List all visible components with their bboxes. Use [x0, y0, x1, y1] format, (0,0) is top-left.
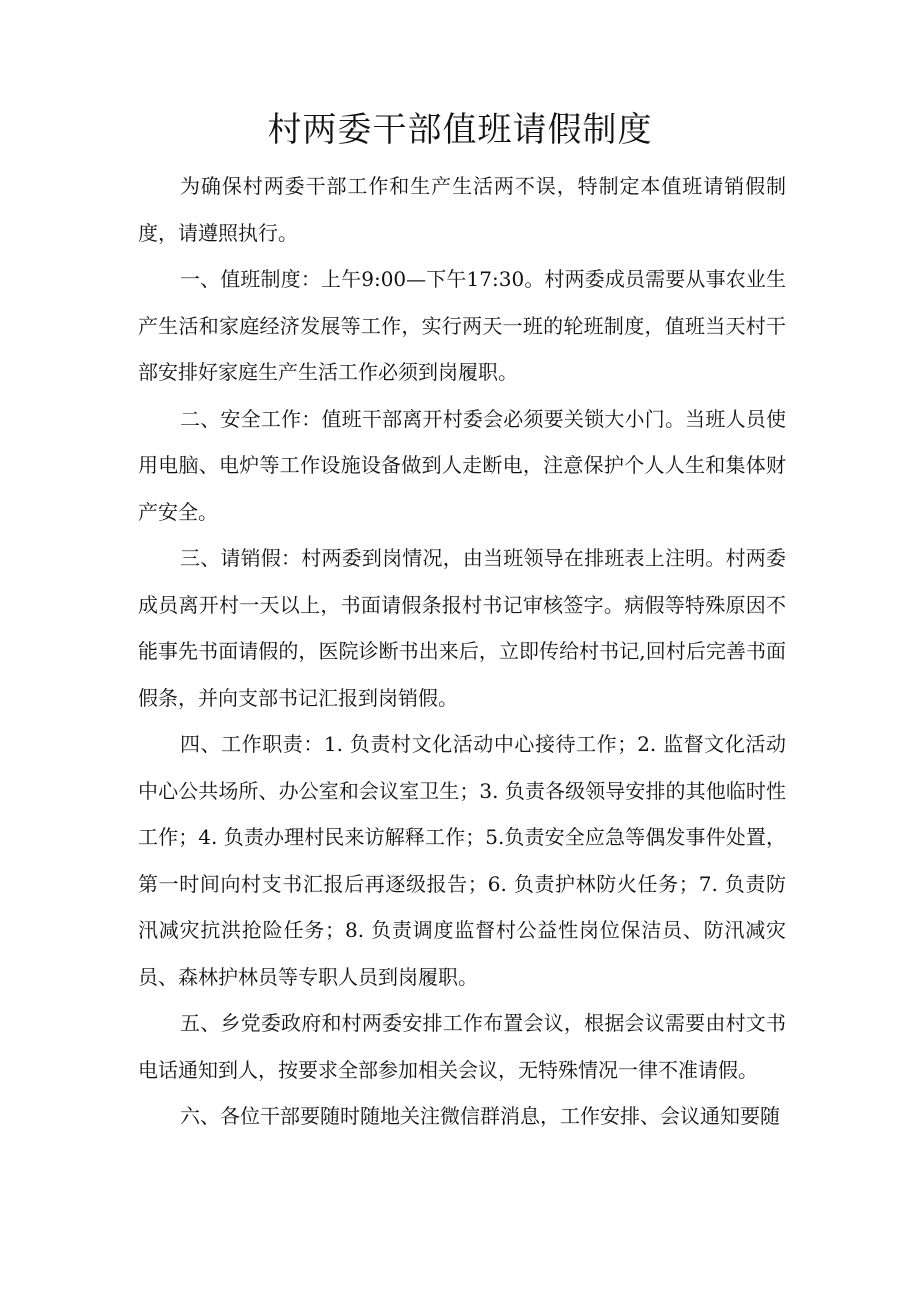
meetings-paragraph: 五、乡党委政府和村两委安排工作布置会议，根据会议需要由村文书电话通知到人，按要求全部参加相关会议，无特殊情况一律不准请假。	[138, 1011, 786, 1082]
intro-paragraph: 为确保村两委干部工作和生产生活两不误，特制定本值班请销假制度，请遵照执行。	[138, 174, 786, 245]
duty-schedule-paragraph: 一、值班制度：上午9:00—下午17:30。村两委成员需要从事农业生产生活和家庭经济发展等工作，实行两天一班的轮班制度，值班当天村干部安排好家庭生产生活工作必须到岗履职。	[138, 267, 786, 384]
document-body	[138, 163, 786, 1140]
leave-paragraph: 三、请销假：村两委到岗情况，由当班领导在排班表上注明。村两委成员离开村一天以上，书面请假条报村书记审核签字。病假等特殊原因不能事先书面请假的，医院诊断书出来后，立即传给村书记,回村后完善书面假条，并向支部书记汇报到岗销假。	[138, 546, 786, 710]
responsibilities-paragraph: 四、工作职责：1. 负责村文化活动中心接待工作；2. 监督文化活动中心公共场所、办公室和会议室卫生；3. 负责各级领导安排的其他临时性工作；4. 负责办理村民来访解释工作；5.负责安全应急等偶发事件处置，第一时间向村支书汇报后再逐级报告；6. 负责护林防火任务；7. 负责防汛减灾抗洪抢险任务；8. 负责调度监督村公益性岗位保洁员、防汛减灾员、森林护林员等专职人员到岗履职。	[138, 732, 786, 989]
safety-paragraph: 二、安全工作：值班干部离开村委会必须要关锁大小门。当班人员使用电脑、电炉等工作设施设备做到人走断电，注意保护个人人生和集体财产安全。	[138, 406, 786, 524]
wechat-paragraph: 六、各位干部要随时随地关注微信群消息，工作安排、会议通知要随	[180, 1104, 780, 1128]
document-title: 村两委干部值班请假制度	[267, 110, 653, 150]
